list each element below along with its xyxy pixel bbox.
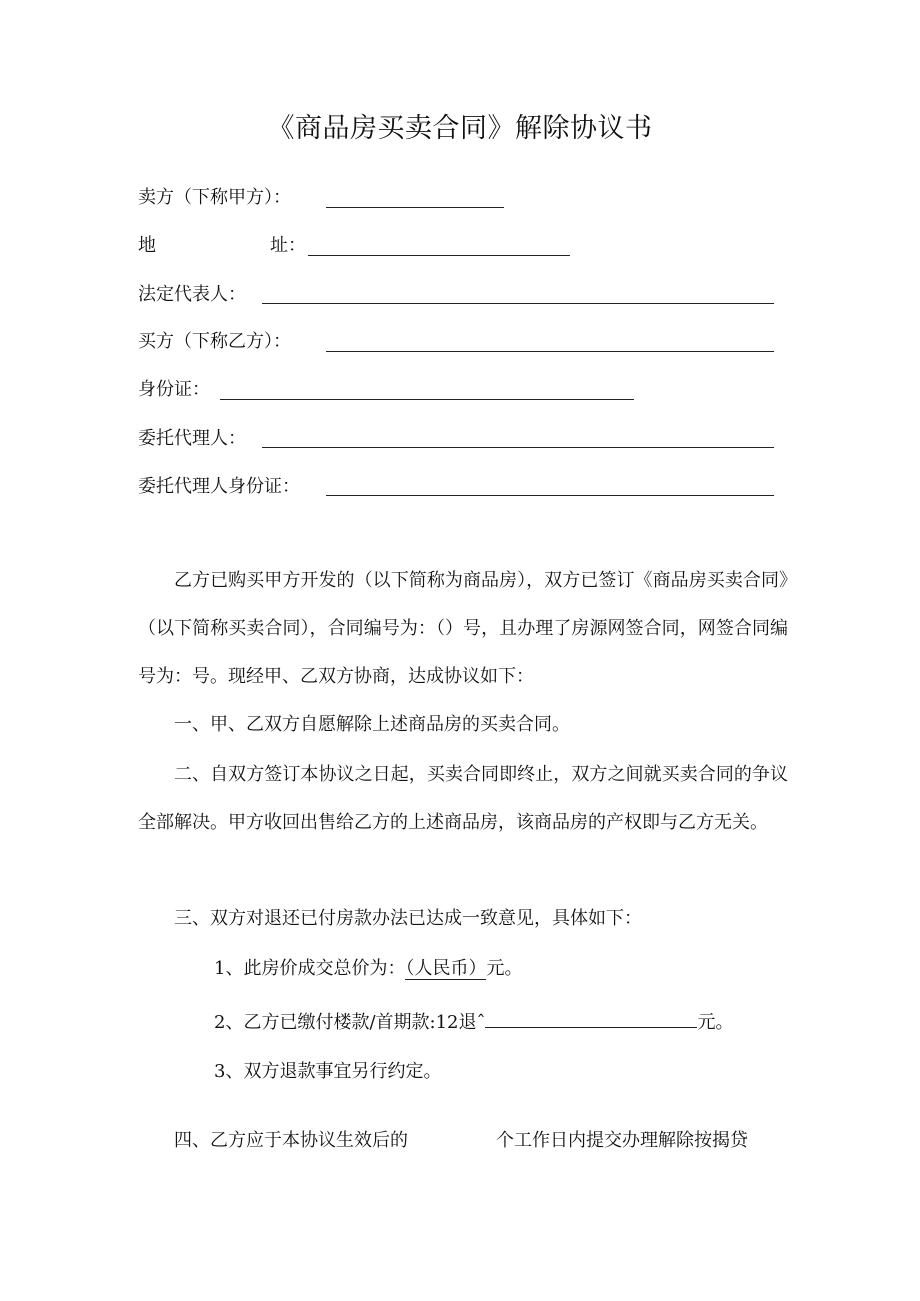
intro-paragraph: 乙方已购买甲方开发的（以下简称为商品房），双方已签订《商品房买卖合同》（以下简称买卖合同），合同编号为：（）号，且办理了房源网签合同，网签合同编号为：号。现经甲、乙双方协商，达成协议如下：	[138, 570, 788, 687]
buyer-blank	[326, 351, 774, 352]
clause-2: 二、自双方签订本协议之日起，买卖合同即终止，双方之间就买卖合同的争议全部解决。甲方收回出售给乙方的上述商品房，该商品房的产权即与乙方无关。	[138, 764, 788, 833]
id-card-blank	[220, 399, 634, 400]
seller-label: 卖方（下称甲方）：	[138, 187, 291, 208]
legal-rep-field	[138, 280, 246, 310]
buyer-field	[138, 327, 291, 357]
item-2-prefix: 2、乙方已缴付楼款/首期款:12退ˆ	[214, 1012, 486, 1033]
agent-id-label: 委托代理人身份证：	[138, 476, 300, 497]
item-2-blank	[485, 1009, 697, 1028]
agent-id-field	[138, 472, 300, 502]
seller-field	[138, 183, 291, 213]
address-label-left: 地	[138, 235, 156, 256]
item-1-underlined: （人民币）	[405, 958, 487, 979]
address-label-right: 址：	[270, 235, 306, 256]
clause-4-part-1: 四、乙方应于本协议生效后的	[174, 1130, 408, 1151]
address-field-right	[270, 231, 306, 261]
address-field	[138, 231, 156, 261]
legal-rep-label: 法定代表人：	[138, 284, 246, 305]
item-2	[214, 1008, 733, 1038]
id-card-field	[138, 375, 210, 405]
item-1-prefix: 1、此房价成交总价为：	[214, 958, 406, 979]
document-title: 《商品房买卖合同》解除协议书	[267, 113, 653, 144]
item-1	[214, 954, 522, 984]
item-3: 3、双方退款事宜另行约定。	[214, 1061, 442, 1082]
item-1-suffix: 元。	[486, 958, 523, 979]
agent-blank	[262, 447, 774, 448]
id-card-label: 身份证：	[138, 379, 210, 400]
legal-rep-blank	[262, 303, 774, 304]
clause-3: 三、双方对退还已付房款办法已达成一致意见，具体如下：	[174, 908, 642, 929]
clause-4-part-2: 个工作日内提交办理解除按揭贷	[496, 1130, 748, 1151]
seller-blank	[326, 207, 504, 208]
buyer-label: 买方（下称乙方）：	[138, 331, 291, 352]
address-blank	[308, 255, 570, 256]
agent-field	[138, 424, 246, 454]
agent-id-blank	[326, 495, 774, 496]
item-2-suffix: 元。	[697, 1012, 734, 1033]
agent-label: 委托代理人：	[138, 428, 246, 449]
clause-1: 一、甲、乙双方自愿解除上述商品房的买卖合同。	[174, 714, 570, 735]
